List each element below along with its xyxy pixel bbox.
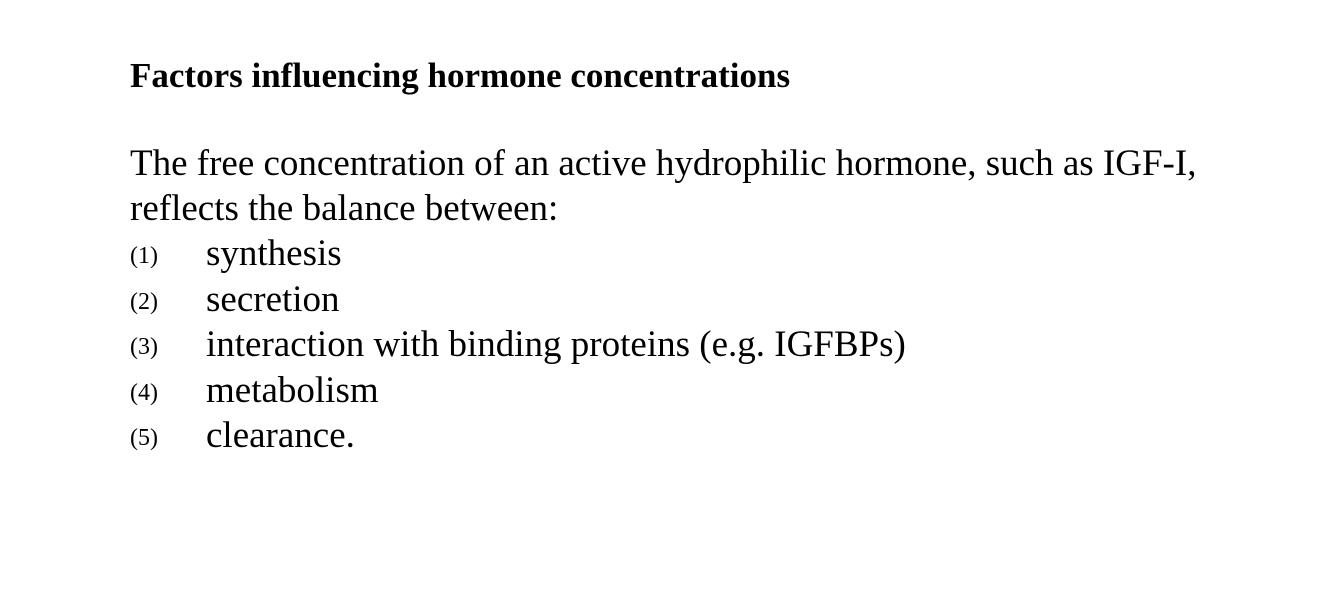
factor-number: (3) <box>130 334 158 360</box>
factor-number: (5) <box>130 425 158 451</box>
factor-number: (1) <box>130 243 158 269</box>
factor-text: metabolism <box>206 369 379 411</box>
factor-text: clearance. <box>206 415 355 456</box>
factor-number: (2) <box>130 288 158 315</box>
factor-text: interaction with binding proteins (e.g. IGFBPs) <box>206 324 906 365</box>
document-heading: Factors influencing hormone concentrations <box>130 56 791 95</box>
factor-text: secretion <box>206 278 340 320</box>
factor-number: (4) <box>130 379 158 406</box>
intro-paragraph <box>130 141 1320 231</box>
intro-line: The free concentration of an active hydrophilic hormone, such as IGF-I, <box>130 143 1197 184</box>
document-page <box>130 0 1320 612</box>
factor-text: synthesis <box>206 233 342 274</box>
intro-line: reflects the balance between: <box>130 188 559 229</box>
